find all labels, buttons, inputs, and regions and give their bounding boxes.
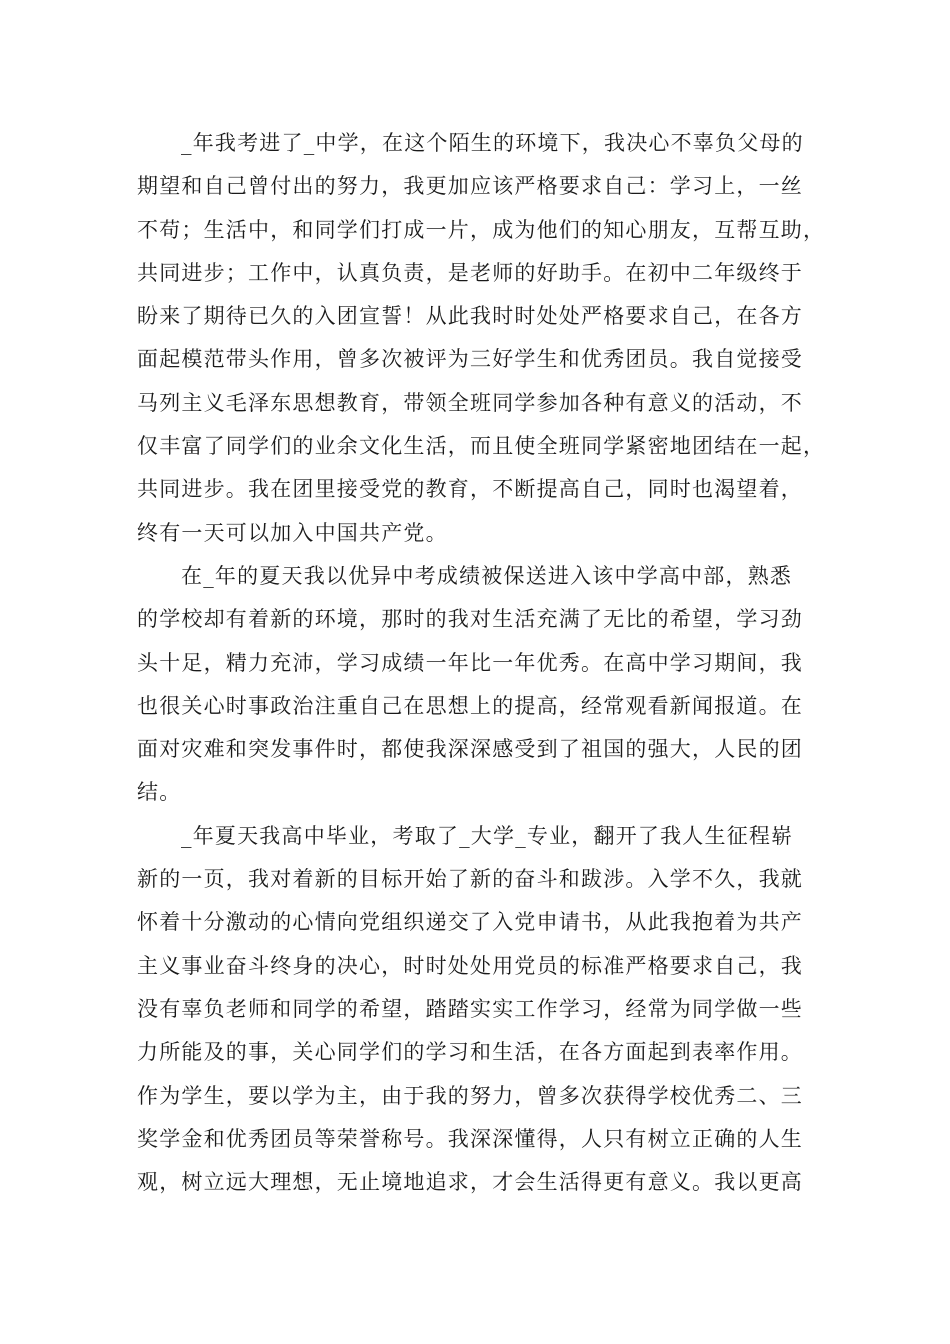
text-line: 共同进步。我在团里接受党的教育，不断提高自己，同时也渴望着， [137,477,803,502]
text-line: 力所能及的事，关心同学们的学习和生活，在各方面起到表率作用。 [137,1040,803,1065]
text-line: _年我考进了_中学，在这个陌生的环境下，我决心不辜负父母的 [181,131,804,155]
paragraph-2 [137,555,827,815]
text-line: 期望和自己曾付出的努力，我更加应该严格要求自己：学习上，一丝 [137,174,803,199]
text-line: 也很关心时事政治注重自己在思想上的提高，经常观看新闻报道。在 [137,693,803,718]
text-line: 观，树立远大理想，无止境地追求，才会生活得更有意义。我以更高 [137,1170,803,1195]
text-line: 共同进步；工作中，认真负责，是老师的好助手。在初中二年级终于 [137,260,803,285]
text-line: 怀着十分激动的心情向党组织递交了入党申请书，从此我抱着为共产 [137,910,803,935]
text-line: 没有辜负老师和同学的希望，踏踏实实工作学习，经常为同学做一些 [137,996,803,1021]
text-line: _年夏天我高中毕业，考取了_大学_专业，翻开了我人生征程崭 [181,823,794,848]
text-line: 马列主义毛泽东思想教育，带领全班同学参加各种有意义的活动，不 [137,390,803,415]
paragraph-1 [137,122,827,555]
text-line: 奖学金和优秀团员等荣誉称号。我深深懂得，人只有树立正确的人生 [137,1126,803,1151]
text-line: 作为学生，要以学为主，由于我的努力，曾多次获得学校优秀二、三 [137,1083,803,1108]
text-line: 终有一天可以加入中国共产党。 [137,520,448,545]
text-line: 盼来了期待已久的入团宣誓！从此我时时处处严格要求自己，在各方 [137,304,803,329]
text-line: 头十足，精力充沛，学习成绩一年比一年优秀。在高中学习期间，我 [137,650,803,675]
text-line: 新的一页，我对着新的目标开始了新的奋斗和跋涉。入学不久，我就 [137,867,803,892]
text-line: 面对灾难和突发事件时，都使我深深感受到了祖国的强大，人民的团 [137,737,803,762]
text-line: 仅丰富了同学们的业余文化生活，而且使全班同学紧密地团结在一起， [137,434,826,459]
text-line: 的学校却有着新的环境，那时的我对生活充满了无比的希望，学习劲 [137,607,803,632]
text-line: 在_年的夏天我以优异中考成绩被保送进入该中学高中部，熟悉 [181,563,793,588]
document-body [137,122,827,1204]
text-line: 面起模范带头作用，曾多次被评为三好学生和优秀团员。我自觉接受 [137,347,803,372]
text-line: 不苟；生活中，和同学们打成一片，成为他们的知心朋友，互帮互助， [137,217,826,242]
text-line: 结。 [137,780,182,805]
paragraph-3 [137,815,827,1205]
text-line: 主义事业奋斗终身的决心，时时处处用党员的标准严格要求自己，我 [137,953,803,978]
